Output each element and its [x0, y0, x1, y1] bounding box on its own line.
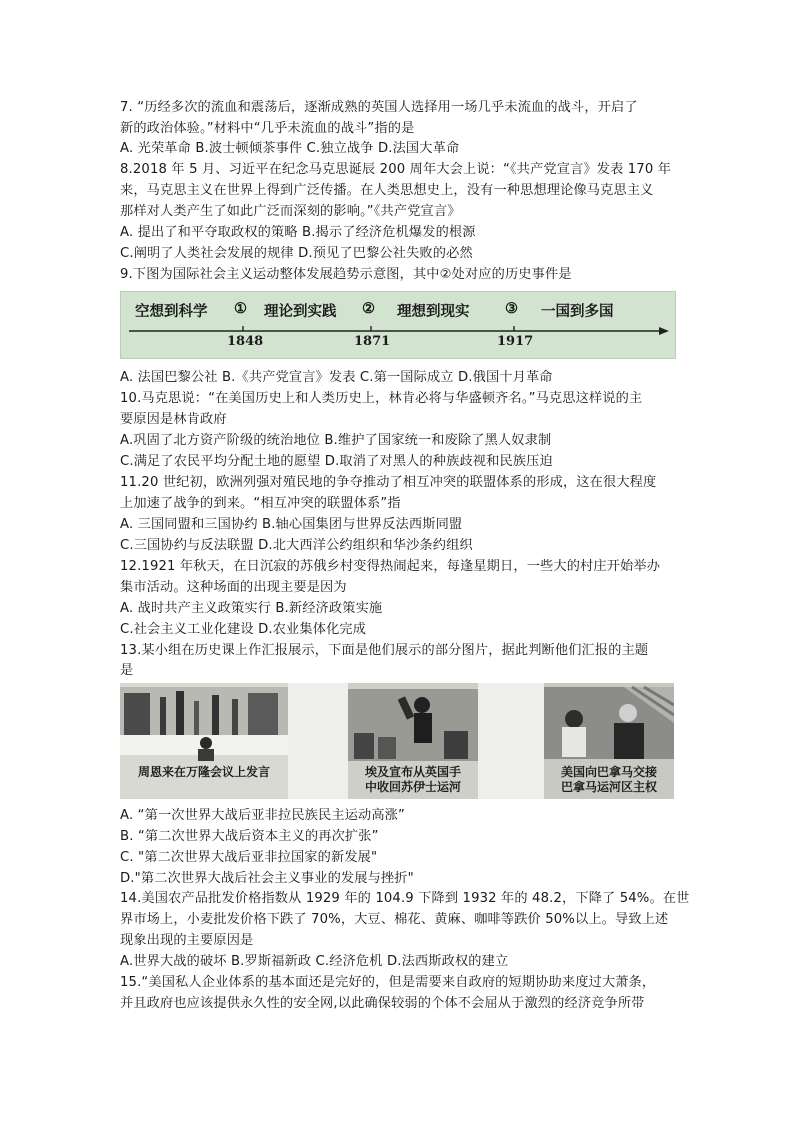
q10-options-1: A.巩固了北方资产阶级的统治地位 B.维护了国家统一和废除了黑人奴隶制 — [120, 433, 552, 448]
panama-caption-line-1: 美国向巴拿马交接 — [560, 765, 657, 779]
q14-stem-line-2: 界市场上，小麦批发价格下跌了 70%，大豆、棉花、黄麻、咖啡等跌价 50%以上。导致上述 — [120, 912, 669, 927]
q7-stem-line-2: 新的政治体验。”材料中“几乎未流血的战斗”指的是 — [120, 121, 415, 136]
suez-caption-line-1: 埃及宣布从英国手 — [364, 765, 461, 779]
marker-3: ③ — [505, 300, 518, 317]
bandung-photo — [120, 683, 288, 799]
q12-stem-line-2: 集市活动。这种场面的出现主要是因为 — [120, 580, 347, 595]
q13-stem-line-1: 13.某小组在历史课上作汇报展示，下面是他们展示的部分图片，据此判断他们汇报的主题 — [120, 643, 649, 658]
q11-options-2: C.三国协约与反法联盟 D.北大西洋公约组织和华沙条约组织 — [120, 538, 473, 553]
marker-2: ② — [362, 300, 375, 317]
suez-photo — [348, 683, 478, 799]
q13-stem-line-2: 是 — [120, 663, 134, 678]
q8-stem-line-3: 那样对人类产生了如此广泛而深刻的影响。”《共产党宣言》 — [120, 204, 461, 219]
q7-options: A. 光荣革命 B.波士顿倾茶事件 C.独立战争 D.法国大革命 — [120, 141, 460, 156]
q15-stem-line-1: 15.“美国私人企业体系的基本面还是完好的，但是需要来自政府的短期协助来度过大萧条， — [120, 975, 656, 990]
q8-options-2: C.阐明了人类社会发展的规律 D.预见了巴黎公社失败的必然 — [120, 246, 473, 261]
panama-photo — [544, 683, 674, 799]
year-label-1871: 1871 — [354, 334, 391, 349]
q13-option-b: B. “第二次世界大战后资本主义的再次扩张” — [120, 829, 379, 844]
q11-options-1: A. 三国同盟和三国协约 B.轴心国集团与世界反法西斯同盟 — [120, 517, 463, 532]
q14-stem-line-1: 14.美国农产品批发价格指数从 1929 年的 104.9 下降到 1932 年的 48.2，下降了 54%。在世 — [120, 891, 690, 906]
panama-caption-line-2: 巴拿马运河区主权 — [560, 780, 657, 794]
q12-options-2: C.社会主义工业化建设 D.农业集体化完成 — [120, 622, 367, 637]
q11-stem-line-1: 11.20 世纪初，欧洲列强对殖民地的争夺推动了相互冲突的联盟体系的形成，这在很大程度 — [120, 475, 657, 490]
marker-1: ① — [234, 300, 247, 317]
q9-options: A. 法国巴黎公社 B.《共产党宣言》发表 C.第一国际成立 D.俄国十月革命 — [120, 370, 553, 385]
q8-stem-line-1: 8.2018 年 5 月、习近平在纪念马克思诞辰 200 周年大会上说：“《共产党宣言》发表 170 年 — [120, 162, 672, 177]
photo-strip — [120, 683, 674, 799]
bandung-caption: 周恩来在万隆会议上发言 — [137, 765, 270, 779]
q14-stem-line-3: 现象出现的主要原因是 — [120, 933, 254, 948]
q9-stem: 9.下图为国际社会主义运动整体发展趋势示意图，其中②处对应的历史事件是 — [120, 267, 572, 282]
q13-option-d: D."第二次世界大战后社会主义事业的发展与挫折" — [120, 871, 414, 886]
q12-options-1: A. 战时共产主义政策实行 B.新经济政策实施 — [120, 601, 383, 616]
q10-stem-line-1: 10.马克思说：“在美国历史上和人类历史上，林肯必将与华盛顿齐名。”马克思这样说的主 — [120, 391, 643, 406]
stage-label-4: 一国到多国 — [541, 303, 614, 320]
q13-option-c: C. "第二次世界大战后亚非拉国家的新发展" — [120, 850, 378, 865]
year-label-1917: 1917 — [497, 334, 534, 349]
q7-stem-line-1: 7. “历经多次的流血和震荡后，逐渐成熟的英国人选择用一场几乎未流血的战斗，开启了 — [120, 100, 638, 115]
q8-options-1: A. 提出了和平夺取政权的策略 B.揭示了经济危机爆发的根源 — [120, 225, 476, 240]
suez-caption-line-2: 中收回苏伊士运河 — [364, 780, 461, 794]
q13-option-a: A. “第一次世界大战后亚非拉民族民主运动高涨” — [120, 808, 405, 823]
year-label-1848: 1848 — [227, 334, 264, 349]
q15-stem-line-2: 并且政府也应该提供永久性的安全网,以此确保较弱的个体不会屈从于激烈的经济竞争所带 — [120, 996, 645, 1011]
q10-options-2: C.满足了农民平均分配土地的愿望 D.取消了对黑人的种族歧视和民族压迫 — [120, 454, 553, 469]
bandung-photo-image — [120, 683, 288, 799]
q11-stem-line-2: 上加速了战争的到来。“相互冲突的联盟体系”指 — [120, 496, 401, 511]
timeline-figure — [120, 291, 676, 359]
q14-options: A.世界大战的破坏 B.罗斯福新政 C.经济危机 D.法西斯政权的建立 — [120, 954, 509, 969]
q10-stem-line-2: 要原因是林肯政府 — [120, 412, 227, 427]
stage-label-1: 空想到科学 — [135, 303, 208, 320]
stage-label-2: 理论到实践 — [264, 303, 337, 320]
q8-stem-line-2: 来，马克思主义在世界上得到广泛传播。在人类思想史上，没有一种思想理论像马克思主义 — [120, 183, 654, 198]
q12-stem-line-1: 12.1921 年秋天，在日沉寂的苏俄乡村变得热闹起来，每逢星期日，一些大的村庄开始举办 — [120, 559, 661, 574]
stage-label-3: 理想到现实 — [397, 303, 470, 320]
